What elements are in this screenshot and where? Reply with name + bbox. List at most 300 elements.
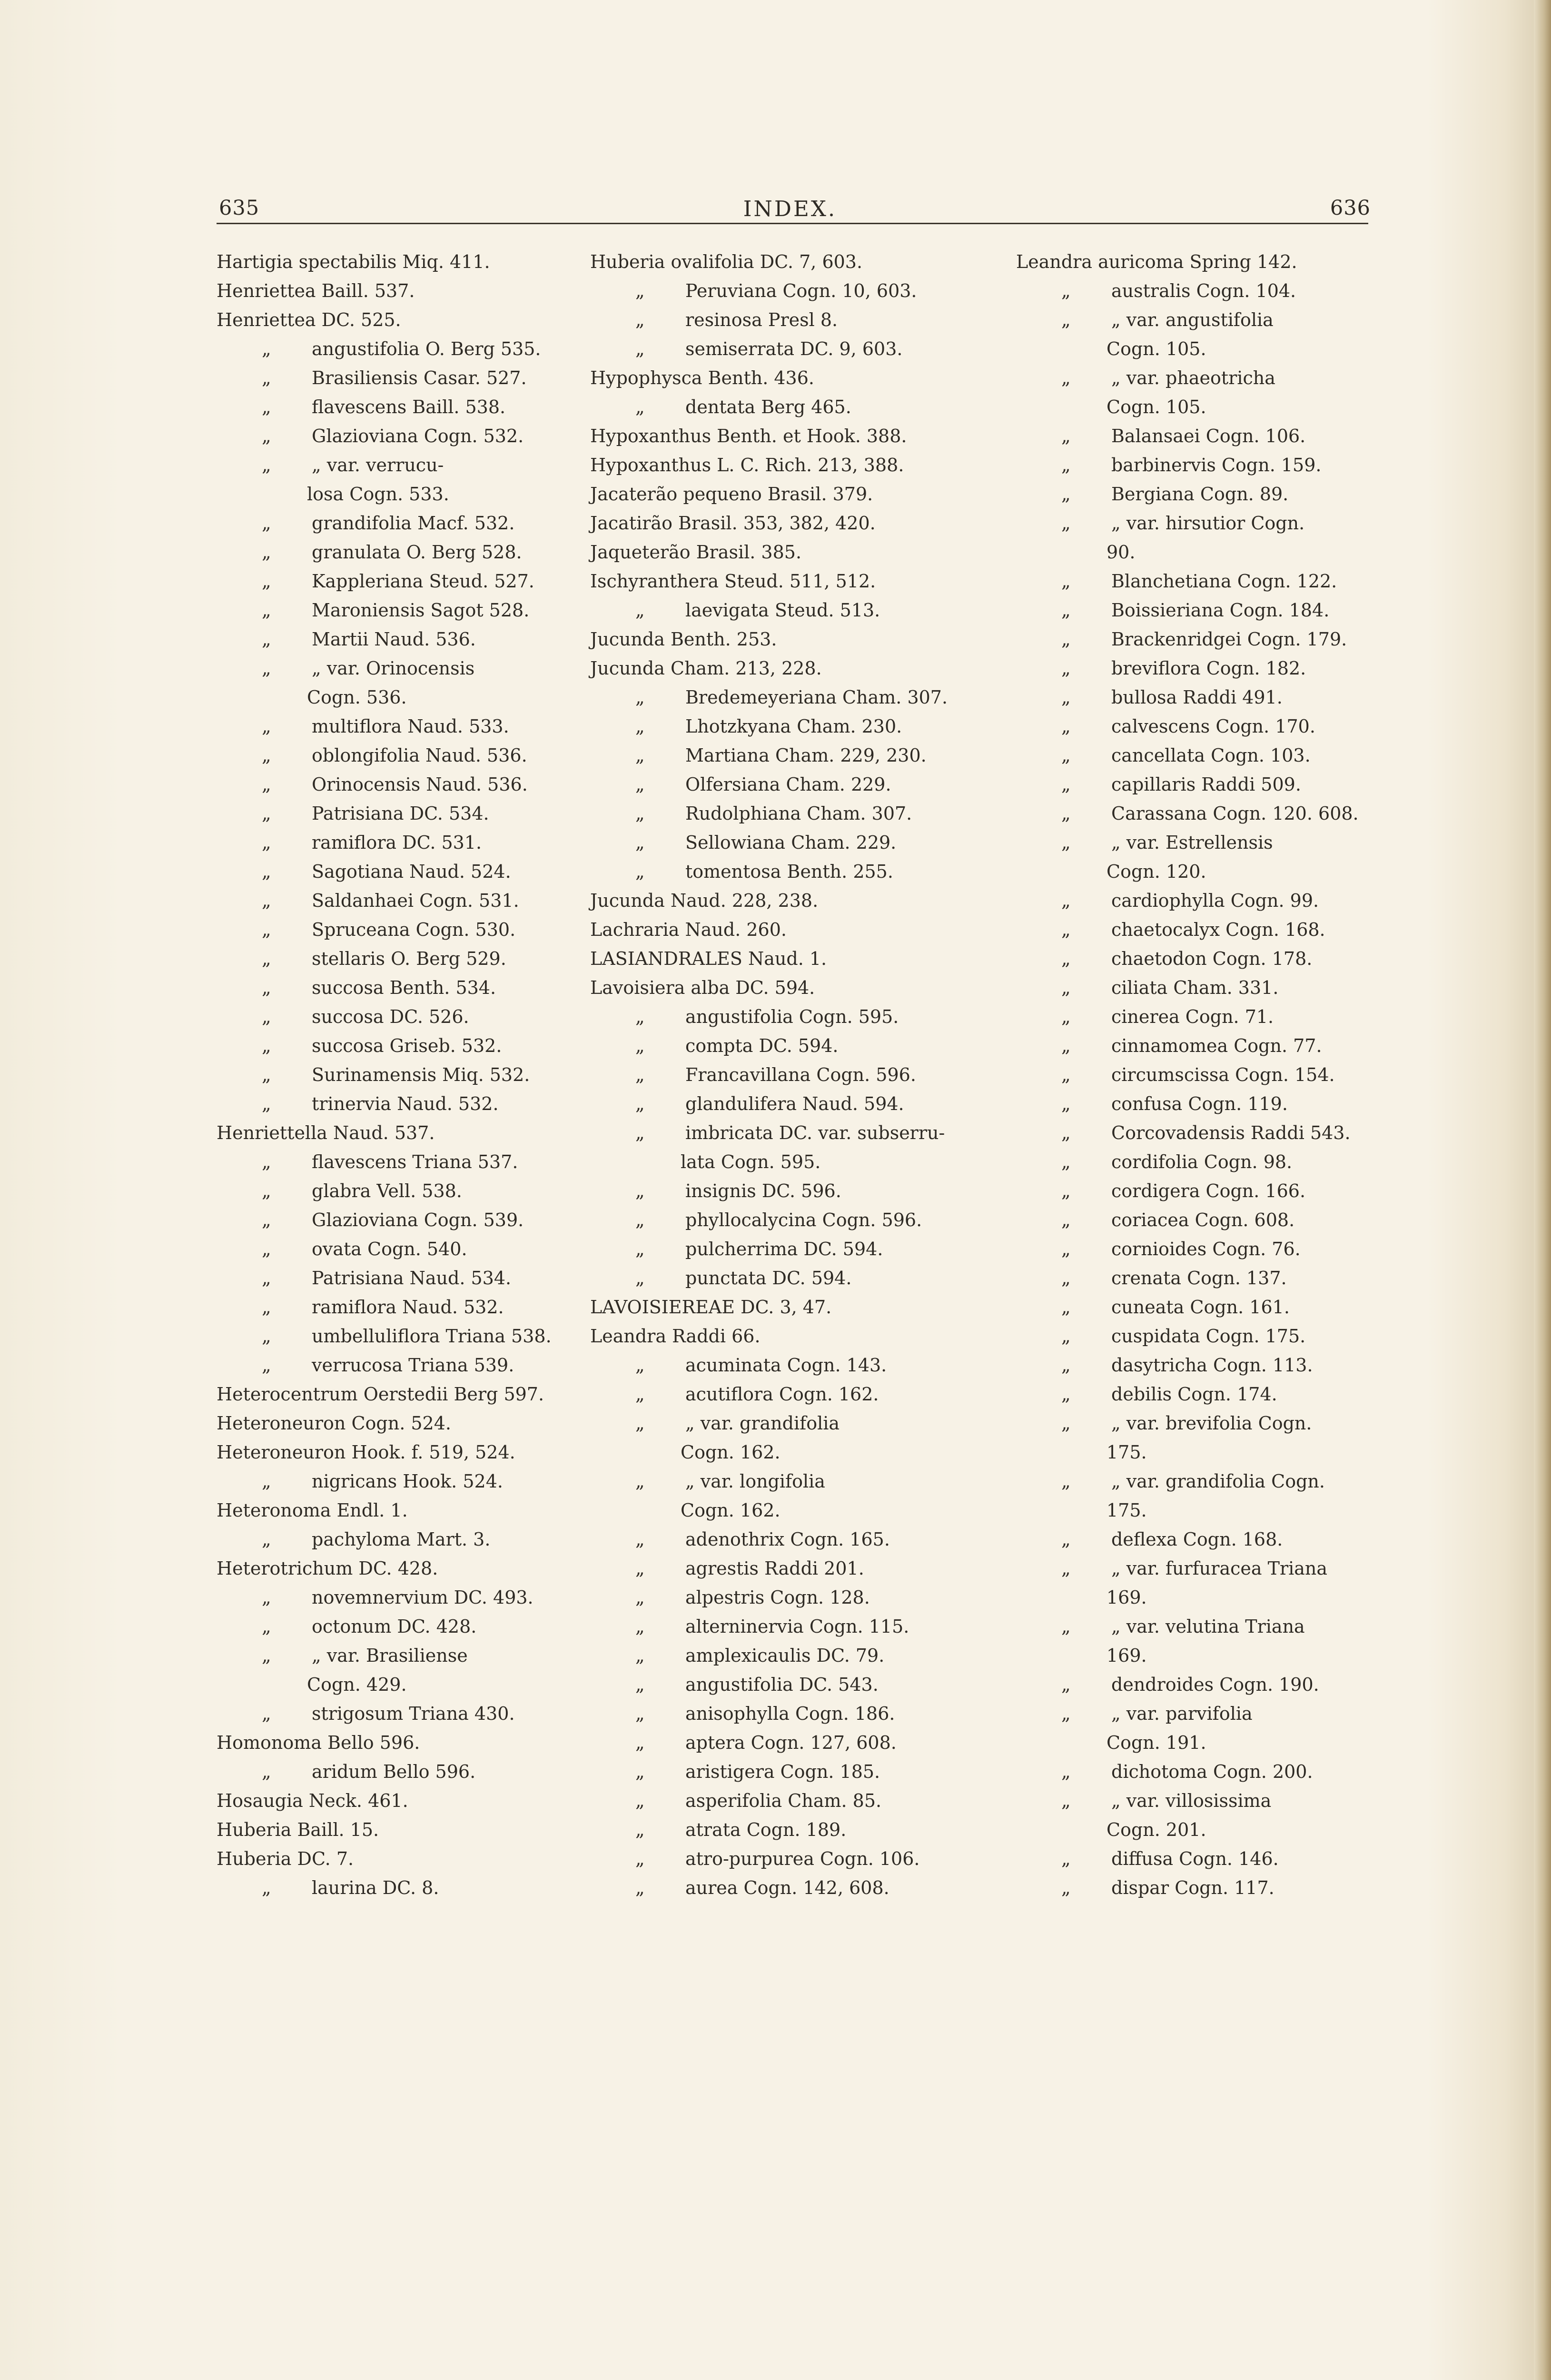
index-entry [217, 422, 597, 451]
index-entry [590, 422, 971, 451]
index-entry [1016, 1409, 1378, 1438]
ditto-mark: „ [1061, 1703, 1071, 1724]
ditto-mark: „ [262, 542, 271, 563]
index-entry [217, 915, 597, 944]
index-entry [1016, 1438, 1378, 1467]
ditto-mark: „ [262, 1587, 271, 1608]
entry-text: tomentosa Benth. 255. [685, 861, 893, 882]
index-entry [590, 1351, 971, 1380]
ditto-mark: „ [1061, 455, 1071, 476]
ditto-mark: „ [1061, 745, 1071, 766]
index-entry [1016, 741, 1378, 770]
entry-text: angustifolia Cogn. 595. [685, 1006, 899, 1027]
index-entry [217, 1090, 597, 1119]
ditto-mark: „ [262, 1151, 271, 1172]
index-entry [1016, 1119, 1378, 1148]
index-entry [1016, 248, 1378, 277]
index-entry [217, 1496, 597, 1525]
index-entry [217, 306, 597, 335]
entry-text: laevigata Steud. 513. [685, 600, 880, 621]
entry-text: pulcherrima DC. 594. [685, 1239, 883, 1259]
entry-text: strigosum Triana 430. [312, 1703, 515, 1724]
entry-text: Hosaugia Neck. 461. [217, 1790, 408, 1811]
ditto-mark: „ [262, 774, 271, 795]
index-entry [217, 538, 597, 567]
index-entry [217, 1351, 597, 1380]
ditto-mark: „ [262, 1645, 271, 1666]
page-edge [1534, 0, 1551, 2380]
ditto-mark: „ [1061, 687, 1071, 708]
entry-text: octonum DC. 428. [312, 1616, 477, 1637]
ditto-mark: „ [635, 1819, 645, 1840]
index-entry [590, 1322, 971, 1351]
index-entry [590, 1496, 971, 1525]
entry-text: Maroniensis Sagot 528. [312, 600, 530, 621]
index-entry [217, 1148, 597, 1177]
ditto-mark: „ [262, 1064, 271, 1085]
index-entry [590, 1148, 971, 1177]
entry-text: ramiflora DC. 531. [312, 832, 482, 853]
entry-text: flavescens Baill. 538. [312, 397, 506, 417]
ditto-mark: „ [1061, 948, 1071, 969]
index-entry [1016, 451, 1378, 480]
index-entry [590, 335, 971, 364]
ditto-mark: „ [262, 832, 271, 853]
index-entry [590, 799, 971, 828]
index-entry [217, 480, 597, 509]
entry-text: compta DC. 594. [685, 1035, 839, 1056]
index-entry [1016, 973, 1378, 1002]
entry-text: grandifolia Macf. 532. [312, 513, 515, 534]
entry-text: cuneata Cogn. 161. [1111, 1297, 1290, 1318]
index-entry [217, 1467, 597, 1496]
ditto-mark: „ [1061, 919, 1071, 940]
index-entry [217, 1061, 597, 1090]
index-entry [1016, 1177, 1378, 1206]
index-entry [1016, 364, 1378, 393]
index-entry [217, 1612, 597, 1641]
entry-text: oblongifolia Naud. 536. [312, 745, 527, 766]
entry-text: 169. [1106, 1587, 1147, 1608]
index-entry [1016, 1467, 1378, 1496]
index-entry [590, 451, 971, 480]
entry-text: Surinamensis Miq. 532. [312, 1064, 530, 1085]
index-entry [217, 1293, 597, 1322]
index-entry [217, 248, 597, 277]
index-entry [217, 828, 597, 857]
ditto-mark: „ [635, 1703, 645, 1724]
entry-text: LASIANDRALES Naud. 1. [590, 948, 827, 969]
entry-text: Sagotiana Naud. 524. [312, 861, 511, 882]
index-entry [1016, 799, 1378, 828]
index-entry [1016, 1264, 1378, 1293]
entry-text: pachyloma Mart. 3. [312, 1529, 491, 1550]
ditto-mark: „ [635, 861, 645, 882]
entry-text: confusa Cogn. 119. [1111, 1093, 1288, 1114]
entry-text: Cogn. 201. [1106, 1819, 1206, 1840]
entry-text: nigricans Hook. 524. [312, 1471, 503, 1492]
ditto-mark: „ [635, 1268, 645, 1289]
entry-text: flavescens Triana 537. [312, 1151, 518, 1172]
entry-text: aristigera Cogn. 185. [685, 1761, 880, 1782]
entry-text: agrestis Raddi 201. [685, 1558, 864, 1579]
index-entry [1016, 480, 1378, 509]
index-entry [590, 538, 971, 567]
index-entry [590, 306, 971, 335]
index-entry [217, 1554, 597, 1583]
entry-text: multiflora Naud. 533. [312, 716, 509, 737]
ditto-mark: „ [635, 1006, 645, 1027]
ditto-mark: „ [635, 397, 645, 417]
entry-text: Glazioviana Cogn. 532. [312, 426, 524, 446]
index-entry [1016, 1874, 1378, 1903]
index-column-2 [590, 248, 971, 1903]
ditto-mark: „ [1061, 890, 1071, 911]
entry-text: „ var. Orinocensis [312, 658, 475, 679]
ditto-mark: „ [635, 1210, 645, 1230]
index-entry [217, 567, 597, 596]
ditto-mark: „ [1061, 1355, 1071, 1376]
ditto-mark: „ [1061, 1674, 1071, 1695]
index-entry [1016, 683, 1378, 712]
entry-text: Leandra Raddi 66. [590, 1326, 761, 1347]
index-entry [1016, 1061, 1378, 1090]
entry-text: „ var. furfuracea Triana [1111, 1558, 1328, 1579]
entry-text: insignis DC. 596. [685, 1180, 841, 1201]
index-entry [1016, 567, 1378, 596]
entry-text: coriacea Cogn. 608. [1111, 1210, 1295, 1230]
index-entry [217, 1670, 597, 1699]
entry-text: anisophylla Cogn. 186. [685, 1703, 895, 1724]
ditto-mark: „ [635, 280, 645, 301]
index-entry [1016, 422, 1378, 451]
ditto-mark: „ [262, 1703, 271, 1724]
index-entry [1016, 277, 1378, 306]
index-entry [590, 1235, 971, 1264]
index-entry [1016, 1641, 1378, 1670]
ditto-mark: „ [1061, 629, 1071, 650]
index-entry [590, 1699, 971, 1728]
index-entry [590, 1206, 971, 1235]
entry-text: Jucunda Cham. 213, 228. [590, 658, 822, 679]
index-entry [590, 1177, 971, 1206]
entry-text: Bergiana Cogn. 89. [1111, 484, 1289, 505]
ditto-mark: „ [1061, 1761, 1071, 1782]
index-entry [217, 1264, 597, 1293]
entry-text: acutiflora Cogn. 162. [685, 1384, 879, 1405]
entry-text: Cogn. 429. [307, 1674, 407, 1695]
entry-text: „ var. angustifolia [1111, 309, 1274, 330]
entry-text: Boissieriana Cogn. 184. [1111, 600, 1330, 621]
entry-text: glandulifera Naud. 594. [685, 1093, 904, 1114]
index-entry [217, 1235, 597, 1264]
entry-text: Henriettella Naud. 537. [217, 1122, 435, 1143]
index-entry [590, 1786, 971, 1815]
entry-text: „ var. grandifolia [685, 1413, 840, 1434]
index-entry [1016, 538, 1378, 567]
index-entry [217, 741, 597, 770]
ditto-mark: „ [635, 1471, 645, 1492]
entry-text: trinervia Naud. 532. [312, 1093, 499, 1114]
entry-text: „ var. grandifolia Cogn. [1111, 1471, 1325, 1492]
index-entry [1016, 1699, 1378, 1728]
ditto-mark: „ [262, 1471, 271, 1492]
entry-text: cinerea Cogn. 71. [1111, 1006, 1274, 1027]
entry-text: Huberia ovalifolia DC. 7, 603. [590, 251, 863, 272]
index-entry [1016, 770, 1378, 799]
ditto-mark: „ [262, 367, 271, 388]
index-entry [217, 393, 597, 422]
index-entry [217, 277, 597, 306]
entry-text: Heteronoma Endl. 1. [217, 1500, 408, 1521]
ditto-mark: „ [262, 1297, 271, 1318]
index-entry [217, 1322, 597, 1351]
index-entry [217, 1728, 597, 1757]
index-entry [217, 625, 597, 654]
entry-text: imbricata DC. var. subserru- [685, 1122, 945, 1143]
ditto-mark: „ [635, 803, 645, 824]
index-entry [1016, 1583, 1378, 1612]
entry-text: Peruviana Cogn. 10, 603. [685, 280, 917, 301]
entry-text: „ var. brevifolia Cogn. [1111, 1413, 1312, 1434]
index-entry [590, 1467, 971, 1496]
ditto-mark: „ [1061, 1529, 1071, 1550]
index-entry [590, 1061, 971, 1090]
entry-text: dentata Berg 465. [685, 397, 851, 417]
ditto-mark: „ [1061, 1413, 1071, 1434]
index-entry [1016, 915, 1378, 944]
index-entry [590, 393, 971, 422]
index-entry [217, 1874, 597, 1903]
ditto-mark: „ [635, 1355, 645, 1376]
ditto-mark: „ [1061, 367, 1071, 388]
ditto-mark: „ [262, 890, 271, 911]
ditto-mark: „ [1061, 658, 1071, 679]
ditto-mark: „ [635, 338, 645, 359]
index-entry [1016, 625, 1378, 654]
entry-text: chaetocalyx Cogn. 168. [1111, 919, 1325, 940]
entry-text: cancellata Cogn. 103. [1111, 745, 1311, 766]
index-entry [590, 1380, 971, 1409]
header-rule [217, 223, 1368, 224]
entry-text: Kappleriana Steud. 527. [312, 571, 534, 592]
index-entry [217, 857, 597, 886]
entry-text: Jucunda Benth. 253. [590, 629, 777, 650]
entry-text: Corcovadensis Raddi 543. [1111, 1122, 1351, 1143]
entry-text: amplexicaulis DC. 79. [685, 1645, 885, 1666]
ditto-mark: „ [635, 1384, 645, 1405]
ditto-mark: „ [262, 1761, 271, 1782]
index-entry [1016, 1525, 1378, 1554]
ditto-mark: „ [1061, 426, 1071, 446]
entry-text: atro-purpurea Cogn. 106. [685, 1848, 920, 1869]
index-entry [217, 1031, 597, 1061]
entry-text: atrata Cogn. 189. [685, 1819, 847, 1840]
ditto-mark: „ [635, 600, 645, 621]
ditto-mark: „ [635, 1558, 645, 1579]
entry-text: dasytricha Cogn. 113. [1111, 1355, 1313, 1376]
entry-text: aptera Cogn. 127, 608. [685, 1732, 897, 1753]
index-entry [217, 1786, 597, 1815]
index-entry [1016, 886, 1378, 915]
index-entry [1016, 1728, 1378, 1757]
ditto-mark: „ [635, 1877, 645, 1898]
entry-text: Heterotrichum DC. 428. [217, 1558, 438, 1579]
entry-text: deflexa Cogn. 168. [1111, 1529, 1283, 1550]
index-entry [217, 596, 597, 625]
ditto-mark: „ [262, 1210, 271, 1230]
ditto-mark: „ [262, 426, 271, 446]
entry-text: Jacaterão pequeno Brasil. 379. [590, 484, 873, 505]
ditto-mark: „ [1061, 832, 1071, 853]
page-header [209, 196, 1371, 234]
ditto-mark: „ [635, 774, 645, 795]
index-entry [217, 712, 597, 741]
ditto-mark: „ [1061, 1180, 1071, 1201]
index-entry [590, 248, 971, 277]
entry-text: Lhotzkyana Cham. 230. [685, 716, 902, 737]
index-entry [217, 1380, 597, 1409]
ditto-mark: „ [1061, 1210, 1071, 1230]
entry-text: Jucunda Naud. 228, 238. [590, 890, 819, 911]
ditto-mark: „ [635, 1122, 645, 1143]
entry-text: breviflora Cogn. 182. [1111, 658, 1306, 679]
index-entry [217, 1002, 597, 1031]
ditto-mark: „ [262, 861, 271, 882]
ditto-mark: „ [635, 1674, 645, 1695]
right-page-number: 636 [1330, 196, 1371, 220]
ditto-mark: „ [635, 1616, 645, 1637]
ditto-mark: „ [635, 1790, 645, 1811]
ditto-mark: „ [1061, 977, 1071, 998]
index-entry [590, 741, 971, 770]
entry-text: Glazioviana Cogn. 539. [312, 1210, 524, 1230]
index-entry [1016, 1380, 1378, 1409]
index-entry [217, 1438, 597, 1467]
entry-text: Patrisiana DC. 534. [312, 803, 489, 824]
ditto-mark: „ [1061, 1064, 1071, 1085]
entry-text: „ var. longifolia [685, 1471, 825, 1492]
ditto-mark: „ [1061, 309, 1071, 330]
entry-text: ovata Cogn. 540. [312, 1239, 467, 1259]
entry-text: Jacatirão Brasil. 353, 382, 420. [590, 513, 876, 534]
entry-text: Heteroneuron Hook. f. 519, 524. [217, 1442, 515, 1463]
entry-text: laurina DC. 8. [312, 1877, 439, 1898]
entry-text: Balansaei Cogn. 106. [1111, 426, 1306, 446]
index-entry [217, 944, 597, 973]
entry-text: cornioides Cogn. 76. [1111, 1239, 1301, 1259]
index-entry [1016, 1757, 1378, 1786]
index-entry [1016, 1293, 1378, 1322]
index-entry [1016, 857, 1378, 886]
entry-text: angustifolia O. Berg 535. [312, 338, 541, 359]
entry-text: dispar Cogn. 117. [1111, 1877, 1274, 1898]
index-entry [590, 683, 971, 712]
entry-text: circumscissa Cogn. 154. [1111, 1064, 1335, 1085]
ditto-mark: „ [1061, 1326, 1071, 1347]
index-entry [1016, 1496, 1378, 1525]
entry-text: Francavillana Cogn. 596. [685, 1064, 916, 1085]
entry-text: alpestris Cogn. 128. [685, 1587, 870, 1608]
ditto-mark: „ [1061, 1790, 1071, 1811]
entry-text: aridum Bello 596. [312, 1761, 476, 1782]
index-entry [1016, 306, 1378, 335]
index-entry [217, 1206, 597, 1235]
entry-text: Ischyranthera Steud. 511, 512. [590, 571, 876, 592]
index-entry [1016, 1031, 1378, 1061]
entry-text: dendroides Cogn. 190. [1111, 1674, 1319, 1695]
index-entry [1016, 1786, 1378, 1815]
index-entry [590, 1409, 971, 1438]
ditto-mark: „ [262, 1877, 271, 1898]
ditto-mark: „ [262, 629, 271, 650]
index-entry [217, 1525, 597, 1554]
index-entry [1016, 1206, 1378, 1235]
ditto-mark: „ [262, 1616, 271, 1637]
entry-text: Cogn. 120. [1106, 861, 1206, 882]
ditto-mark: „ [262, 571, 271, 592]
entry-text: Cogn. 191. [1106, 1732, 1206, 1753]
entry-text: cordifolia Cogn. 98. [1111, 1151, 1293, 1172]
entry-text: chaetodon Cogn. 178. [1111, 948, 1313, 969]
ditto-mark: „ [1061, 513, 1071, 534]
ditto-mark: „ [262, 1180, 271, 1201]
entry-text: „ var. parvifolia [1111, 1703, 1253, 1724]
ditto-mark: „ [262, 1239, 271, 1259]
index-entry [1016, 1554, 1378, 1583]
ditto-mark: „ [262, 977, 271, 998]
index-entry [217, 1583, 597, 1612]
index-entry [590, 480, 971, 509]
ditto-mark: „ [1061, 1093, 1071, 1114]
entry-text: cinnamomea Cogn. 77. [1111, 1035, 1322, 1056]
index-entry [590, 1438, 971, 1467]
ditto-mark: „ [635, 1093, 645, 1114]
index-entry [590, 944, 971, 973]
entry-text: lata Cogn. 595. [681, 1151, 821, 1172]
entry-text: dichotoma Cogn. 200. [1111, 1761, 1313, 1782]
ditto-mark: „ [635, 1848, 645, 1869]
index-column-3 [1016, 248, 1378, 1903]
entry-text: bullosa Raddi 491. [1111, 687, 1283, 708]
ditto-mark: „ [262, 745, 271, 766]
entry-text: „ var. villosissima [1111, 1790, 1272, 1811]
entry-text: Heteroneuron Cogn. 524. [217, 1413, 451, 1434]
index-entry [590, 828, 971, 857]
index-entry [590, 1844, 971, 1874]
entry-text: granulata O. Berg 528. [312, 542, 522, 563]
entry-text: Cogn. 105. [1106, 397, 1206, 417]
index-entry [217, 1757, 597, 1786]
entry-text: Leandra auricoma Spring 142. [1016, 251, 1297, 272]
ditto-mark: „ [262, 658, 271, 679]
entry-text: „ var. Estrellensis [1111, 832, 1273, 853]
ditto-mark: „ [1061, 774, 1071, 795]
entry-text: Martiana Cham. 229, 230. [685, 745, 927, 766]
index-entry [590, 1612, 971, 1641]
entry-text: phyllocalycina Cogn. 596. [685, 1210, 922, 1230]
index-entry [217, 1699, 597, 1728]
ditto-mark: „ [1061, 1384, 1071, 1405]
index-entry [1016, 1612, 1378, 1641]
ditto-mark: „ [635, 309, 645, 330]
index-entry [1016, 1322, 1378, 1351]
index-entry [590, 1031, 971, 1061]
index-entry [1016, 654, 1378, 683]
entry-text: „ var. phaeotricha [1111, 367, 1275, 388]
ditto-mark: „ [262, 1355, 271, 1376]
ditto-mark: „ [635, 1413, 645, 1434]
